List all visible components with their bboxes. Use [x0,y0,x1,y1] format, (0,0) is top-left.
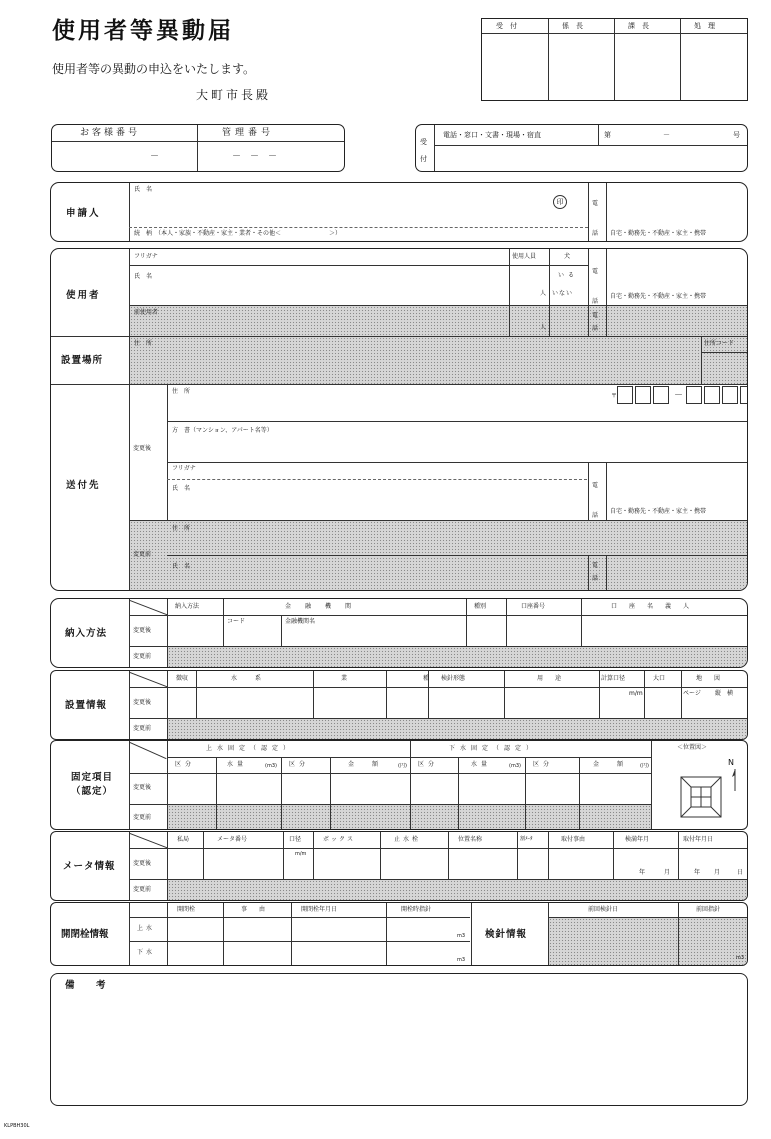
management-number-label: 管理番号 [222,128,275,138]
install-header-industry: 業 [341,675,348,682]
page-subtitle: 使用者等の異動の申込をいたします。 [52,62,256,76]
meter-before-row [168,880,747,900]
mailing-section-label: 送付先 [66,480,101,491]
fixed-unit-yen-1: (円) [398,763,407,769]
reception-no-prefix: 第 [604,131,611,139]
valve-water-label: 上水 [137,925,156,932]
install-before-label: 変更前 [133,725,152,732]
payment-after-label: 変更後 [133,627,152,634]
prev-reading-date-label: 前回検針日 [588,906,619,913]
addressee: 大町市長殿 [196,88,272,102]
reception-no-suffix: 号 [733,131,740,139]
location-row [130,337,747,384]
payment-header-holder: 口 座 名 義 人 [611,603,693,610]
remarks-box[interactable] [50,973,748,1106]
meter-expiry-year: 年 [639,869,646,876]
customer-number-box [51,124,345,172]
install-section [50,670,748,740]
prev-user-phone-label: 電話 [592,312,599,332]
fixed-section [50,740,748,830]
mailing-before-label: 変更前 [133,551,152,558]
mailing-phone-label: 電話 [592,482,599,519]
valve-header-date: 開閉栓年月日 [301,906,338,913]
form-code: KLPBH30L [4,1123,30,1129]
applicant-name-label: 氏 名 [134,186,153,193]
fixed-unit-yen-2: (円) [640,763,649,769]
location-map-label: ＜位置図＞ [677,744,708,751]
valve-water-unit: m3 [457,933,466,939]
location-address-label: 住 所 [134,340,153,347]
prev-user-label: 前使用者 [134,309,159,316]
payment-code-label: コード [227,618,246,625]
valve-header-type: 開閉栓 [177,906,196,913]
install-header-bore: 計算口径 [601,675,626,682]
meter-header-number: メータ番号 [217,836,248,843]
dog-no-option[interactable]: いない [552,290,574,297]
location-map-icon [673,763,743,825]
fixed-after-label: 変更後 [133,784,152,791]
payment-before-label: 変更前 [133,653,152,660]
dog-yes-option[interactable]: いる [558,272,579,279]
meter-install-year: 年 [694,869,701,876]
management-number-field[interactable]: － － － [232,152,278,162]
valve-sewer-unit: m3 [457,957,466,963]
postal-mark: 〒 [611,392,618,400]
user-section [50,248,748,591]
applicant-section [50,182,748,242]
valve-header-reason: 事 由 [241,906,269,913]
meter-bore-unit: m/m [295,851,307,857]
fixed-before-label: 変更前 [133,814,152,821]
meter-section [50,831,748,901]
meter-header-expiry: 検満年月 [625,836,650,843]
approval-col-chief: 係 長 [562,22,583,30]
payment-before-row [168,647,747,667]
user-name-label: 氏 名 [134,273,153,280]
payment-section [50,598,748,668]
mailing-phone-types[interactable]: 自宅・勤務先・不動産・家主・携帯 [610,508,707,515]
applicant-phone-types[interactable]: 自宅・勤務先・不動産・家主・携帯 [610,230,707,237]
applicant-relation[interactable]: 続 柄 （本人・家族・不動産・家主・業者・その他＜ ＞） [134,230,342,237]
page-title: 使用者等異動届 [52,18,234,44]
meter-install-month: 月 [714,869,721,876]
valve-header-reading: 開栓時指針 [401,906,432,913]
reception-no-mid: － [663,131,670,139]
fixed-sub-amount-1: 金額 [348,761,397,768]
remarks-label: 備 考 [65,980,112,991]
install-map-grid: 縦 横 [715,690,734,697]
customer-number-label: お客様番号 [80,128,141,138]
mailing-before-phone-label: 電話 [592,562,599,582]
install-header-reading-type: 検針形態 [441,675,466,682]
payment-header-account-no: 口座番号 [521,603,546,610]
applicant-phone-label: 電話 [592,200,599,237]
mailing-before-address-label: 住 所 [172,525,191,532]
meter-header-reason: 取付事由 [561,836,586,843]
meter-before-label: 変更前 [133,886,152,893]
install-after-label: 変更後 [133,699,152,706]
install-header-kind: 種 [423,675,430,682]
mailing-postal-code[interactable]: 〒 － [611,386,748,404]
mailing-address-label: 住 所 [172,388,191,395]
mailing-before-name-label: 氏 名 [172,563,191,570]
valve-section-label: 開閉栓情報 [61,929,109,940]
fixed-sub-amount-2: 金額 [593,761,642,768]
reception-label: 受付 [420,138,427,163]
approval-col-process: 処 理 [694,22,715,30]
approval-box [481,18,748,101]
mailing-furigana-label: フリガナ [172,465,196,472]
prev-reading-unit: m3 [736,955,745,961]
meter-header-position: 位置名称 [458,836,483,843]
meter-after-label: 変更後 [133,860,152,867]
meter-header-bore: 口径 [289,836,302,843]
meter-expiry-month: 月 [664,869,671,876]
mailing-building-label: 方 書（マンション、アパート名等） [172,427,273,434]
user-person-unit: 人 [540,290,547,297]
fixed-sub-division-1: 区分 [175,761,196,768]
meter-install-day: 日 [737,869,744,876]
valve-sewer-label: 下水 [137,949,156,956]
prev-user-row [130,306,747,336]
payment-header-method: 納入方法 [175,603,200,610]
install-header-collect: 徴収 [176,675,189,682]
fixed-unit-m3-1: (m3) [265,763,277,769]
meter-header-split: 割ﾒｰﾀ [520,836,533,842]
install-header-use: 用 途 [537,675,565,682]
install-header-large: 大口 [653,675,666,682]
meter-header-owner: 私局 [177,836,190,843]
fixed-sub-division-3: 区分 [418,761,439,768]
fixed-sewer-header: 下水固定（認定） [449,745,538,752]
fixed-sub-division-2: 区分 [289,761,310,768]
approval-col-reception: 受 付 [496,22,517,30]
meter-info-shaded [549,918,747,965]
user-dog-label: 犬 [564,253,571,260]
valve-section [50,902,748,966]
meter-section-label: メータ情報 [63,861,116,872]
install-before-row [168,719,747,739]
install-section-label: 設置情報 [65,700,108,711]
install-map-page: ページ [683,690,701,697]
user-furigana-label: フリガナ [134,253,158,260]
install-header-map: 地 図 [696,675,724,682]
user-section-label: 使用者 [66,290,101,301]
user-name-field[interactable] [171,269,501,301]
user-phone-types[interactable]: 自宅・勤務先・不動産・家主・携帯 [610,293,707,300]
reception-methods[interactable]: 電話・窓口・文書・現場・宿直 [443,131,541,139]
mailing-address-field[interactable] [211,399,611,419]
meter-header-stopcock: 止水栓 [394,836,422,843]
fixed-sub-volume-2: 水量 [471,761,492,768]
prev-user-person-unit: 人 [540,324,547,331]
fixed-sub-volume-1: 水量 [227,761,248,768]
fixed-sub-division-4: 区分 [533,761,554,768]
fixed-section-label: 固定項目（認定） [70,772,113,797]
install-bore-unit: m/m [629,690,643,697]
location-section-label: 設置場所 [61,355,104,366]
payment-section-label: 納入方法 [65,628,108,639]
payment-header-type: 種別 [474,603,487,610]
fixed-water-header: 上水固定（認定） [206,745,295,752]
payment-bank-name-label: 金融機関名 [285,618,316,625]
prev-reading-label: 前回指針 [696,906,721,913]
user-count-label: 使用人員 [512,253,537,260]
mailing-after-label: 変更後 [133,445,152,452]
user-phone-label: 電話 [592,268,599,305]
meter-header-box: ボックス [323,836,355,843]
meter-info-label: 検針情報 [485,929,528,940]
reception-box [415,124,748,172]
meter-header-install-date: 取付年月日 [683,836,714,843]
north-indicator: N [728,758,734,767]
payment-header-bank: 金 融 機 関 [285,603,356,610]
seal-mark: 印 [553,195,567,209]
fixed-unit-m3-2: (m3) [509,763,521,769]
customer-number-field[interactable]: － [150,152,160,162]
install-header-water-system: 水 系 [231,675,268,682]
mailing-name-label: 氏 名 [172,485,191,492]
approval-col-manager: 課 長 [628,22,649,30]
applicant-section-label: 申請人 [66,208,101,219]
location-code-label: 住所コード [704,340,735,347]
applicant-name-field[interactable] [171,193,551,223]
